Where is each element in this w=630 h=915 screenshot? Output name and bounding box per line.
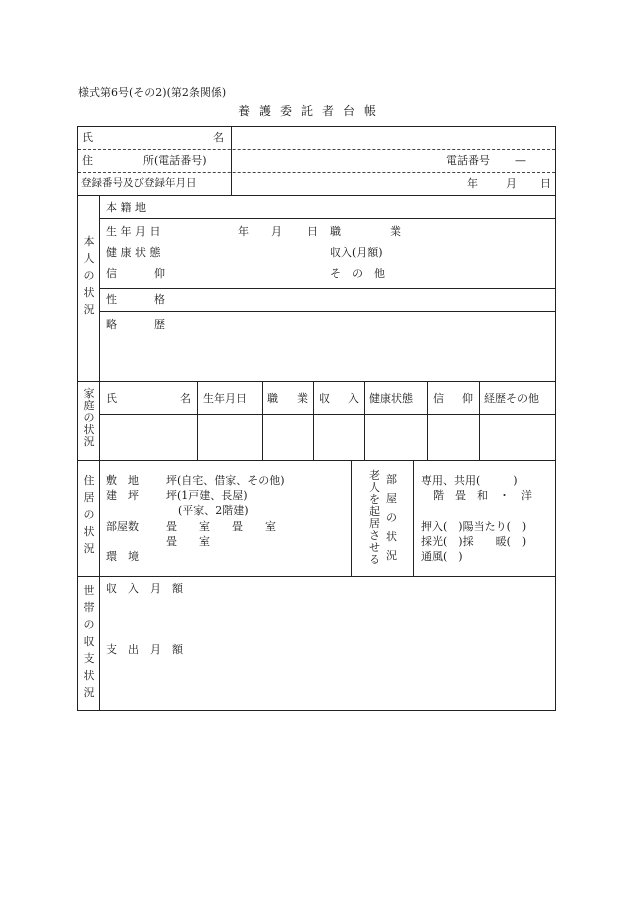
reg-month-label: 月 <box>506 177 517 190</box>
room-air: 通風( ) <box>421 550 463 563</box>
top-col-divider <box>231 126 232 195</box>
environment-label: 環 境 <box>106 550 139 563</box>
family-income-header-2: 入 <box>348 392 359 405</box>
honseki-label: 本 籍 地 <box>106 201 146 214</box>
room-use: 専用、共用( ) <box>421 474 518 487</box>
person-row-divider-1 <box>100 218 555 219</box>
name-label: 氏 <box>82 131 93 144</box>
birth-year-label: 年 <box>238 225 249 238</box>
family-name-header: 氏 <box>106 392 117 405</box>
family-history-header: 経歴その他 <box>484 392 539 405</box>
family-col-1 <box>197 381 198 460</box>
top-section-divider <box>78 195 555 196</box>
family-col-6 <box>479 381 480 460</box>
family-faith-header-2: 仰 <box>462 392 473 405</box>
reg-day-label: 日 <box>540 177 551 190</box>
family-health-header: 健康状態 <box>369 392 413 405</box>
history-label: 略 <box>106 318 117 331</box>
housing-label-divider <box>99 460 100 576</box>
room-header-label: 老人を起居させる <box>369 469 380 566</box>
family-section-divider <box>78 460 555 461</box>
person-row-divider-2 <box>100 288 555 289</box>
person-section-label: 本人の状況 <box>83 235 95 316</box>
family-name-header-2: 名 <box>180 392 191 405</box>
person-section-divider <box>78 381 555 382</box>
family-col-4 <box>364 381 365 460</box>
name-label-2: 名 <box>213 131 224 144</box>
expense-monthly-label: 支 出 月 額 <box>106 643 183 656</box>
income-label: 収入(月額) <box>330 246 383 259</box>
other-label: そ の 他 <box>330 267 385 280</box>
address-label-2: 所(電話番号) <box>143 154 207 167</box>
household-section-label: 世帯の収支状況 <box>83 584 95 699</box>
room-tatami: 階 畳 和 ・ 洋 <box>433 489 532 502</box>
building-value: 坪(1戸建、長屋) <box>166 489 248 502</box>
rooms-value-2: 畳 室 <box>166 535 210 548</box>
health-label: 健 康 状 態 <box>106 246 161 259</box>
room-closet: 押入( )陽当たり( ) <box>421 520 527 533</box>
site-value: 坪(自宅、借家、その他) <box>166 474 285 487</box>
faith-label: 信 <box>106 267 117 280</box>
family-income-header: 収 <box>319 392 330 405</box>
job-label: 職 <box>330 225 341 238</box>
family-job-header-2: 業 <box>297 392 308 405</box>
birth-label: 生 年 月 日 <box>106 225 161 238</box>
family-birth-header: 生年月日 <box>203 392 247 405</box>
family-section-label: 家庭の状況 <box>83 387 95 448</box>
top-row-divider-2 <box>78 172 555 173</box>
family-col-3 <box>313 381 314 460</box>
character-label: 性 <box>106 293 117 306</box>
building-subvalue: (平家、2階建) <box>178 504 249 517</box>
faith-label-2: 仰 <box>154 267 165 280</box>
ledger-table <box>77 126 556 711</box>
family-job-header: 職 <box>267 392 278 405</box>
page-title: 養護委託者台帳 <box>238 104 386 118</box>
income-monthly-label: 収 入 月 額 <box>106 582 183 595</box>
room-header-label-2: 部屋の状況 <box>386 473 397 562</box>
history-label-2: 歴 <box>154 318 165 331</box>
room-light: 採光( )採 暖( ) <box>421 535 527 548</box>
housing-room-divider-1 <box>351 460 352 576</box>
family-header-divider <box>100 414 555 415</box>
building-label: 建 坪 <box>106 489 139 502</box>
housing-room-divider-2 <box>413 460 414 576</box>
rooms-label: 部屋数 <box>106 520 139 533</box>
birth-month-label: 月 <box>271 225 282 238</box>
character-label-2: 格 <box>154 293 165 306</box>
address-label: 住 <box>82 154 93 167</box>
phone-dash: — <box>515 154 526 167</box>
registration-label: 登録番号及び登録年月日 <box>81 177 197 189</box>
birth-day-label: 日 <box>307 225 318 238</box>
housing-section-divider <box>78 576 555 577</box>
phone-label: 電話番号 <box>446 154 490 167</box>
job-label-2: 業 <box>390 225 401 238</box>
site-label: 敷 地 <box>106 474 139 487</box>
rooms-value: 畳 室 畳 室 <box>166 520 276 533</box>
housing-section-label: 住居の状況 <box>83 474 95 555</box>
reg-year-label: 年 <box>467 177 478 190</box>
family-col-2 <box>262 381 263 460</box>
form-number: 様式第6号(その2)(第2条関係) <box>78 86 227 99</box>
top-row-divider-1 <box>78 149 555 150</box>
person-row-divider-3 <box>100 311 555 312</box>
family-label-divider <box>99 381 100 460</box>
household-label-divider <box>99 576 100 710</box>
family-faith-header: 信 <box>433 392 444 405</box>
family-col-5 <box>427 381 428 460</box>
